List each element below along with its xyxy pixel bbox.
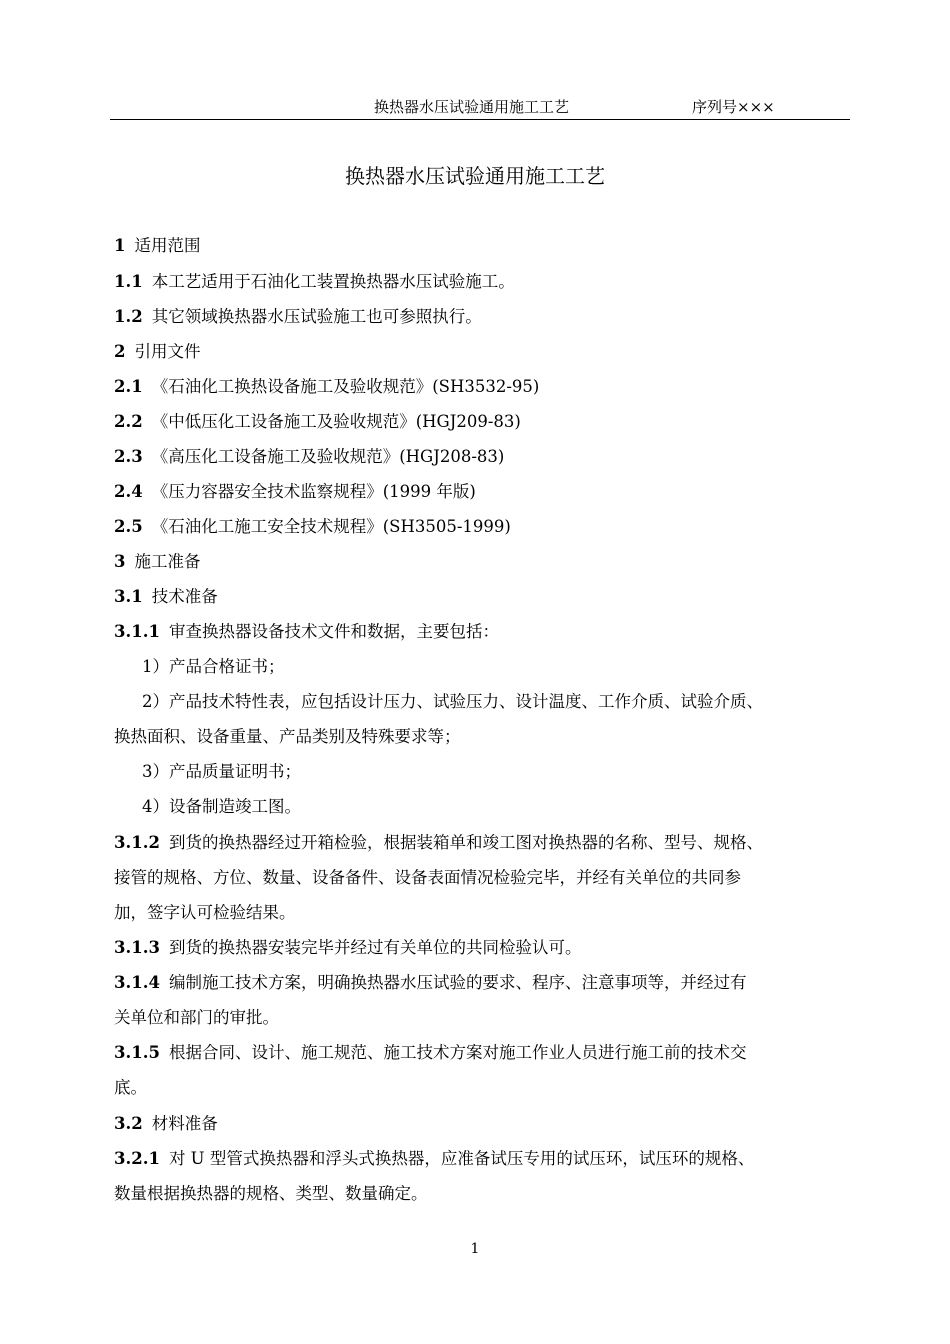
text-line	[114, 902, 296, 924]
section-number: 1	[114, 236, 126, 255]
text-line	[114, 235, 200, 257]
text-line	[142, 691, 763, 713]
header-title: 换热器水压试验通用施工工艺	[374, 98, 570, 116]
section-number: 3.1.2	[114, 833, 160, 852]
text-line	[114, 376, 539, 398]
document-title: 换热器水压试验通用施工工艺	[345, 164, 605, 188]
text-line	[114, 446, 504, 468]
text-line	[114, 1007, 279, 1029]
section-number: 2.2	[114, 412, 143, 431]
section-number: 1.1	[114, 272, 143, 291]
text-line	[114, 586, 218, 608]
text-line	[114, 481, 476, 503]
line-text: 根据合同、设计、施工规范、施工技术方案对施工作业人员进行施工前的技术交	[168, 1043, 747, 1062]
text-line	[114, 306, 482, 328]
text-line	[142, 796, 301, 818]
section-number: 3.1.3	[114, 938, 160, 957]
line-text: 《石油化工换热设备施工及验收规范》(SH3532-95)	[151, 377, 540, 396]
line-text: 加，签字认可检验结果。	[114, 903, 296, 922]
line-text: 《压力容器安全技术监察规程》(1999 年版)	[151, 482, 476, 501]
text-line	[114, 1042, 746, 1064]
text-line	[114, 972, 746, 994]
line-text: 适用范围	[134, 236, 201, 255]
section-number: 3.2.1	[114, 1149, 160, 1168]
section-number: 2.1	[114, 377, 143, 396]
line-text: 技术准备	[151, 587, 218, 606]
page-number: 1	[470, 1241, 480, 1257]
section-number: 3.1.5	[114, 1043, 160, 1062]
text-line	[114, 551, 200, 573]
line-text: 《中低压化工设备施工及验收规范》(HGJ209-83)	[151, 412, 521, 431]
line-text: 4）设备制造竣工图。	[142, 797, 301, 816]
text-line	[114, 726, 461, 748]
line-text: 2）产品技术特性表，应包括设计压力、试验压力、设计温度、工作介质、试验介质、	[142, 692, 763, 711]
section-number: 2.4	[114, 482, 143, 501]
text-line	[114, 1113, 218, 1135]
line-text: 1）产品合格证书；	[142, 657, 285, 676]
text-line	[114, 1077, 147, 1099]
line-text: 3）产品质量证明书；	[142, 762, 301, 781]
section-number: 3.1.4	[114, 973, 160, 992]
section-number: 3.2	[114, 1114, 143, 1133]
text-line	[114, 271, 515, 293]
line-text: 数量根据换热器的规格、类型、数量确定。	[114, 1184, 428, 1203]
line-text: 接管的规格、方位、数量、设备备件、设备表面情况检验完毕，并经有关单位的共同参	[114, 868, 741, 887]
section-number: 2.3	[114, 447, 143, 466]
text-line	[142, 761, 301, 783]
page-header	[110, 93, 850, 120]
header-serial-number: 序列号×××	[692, 98, 775, 116]
section-number: 2.5	[114, 517, 143, 536]
line-text: 审查换热器设备技术文件和数据，主要包括：	[168, 622, 499, 641]
text-line	[114, 1148, 754, 1170]
text-line	[114, 867, 741, 889]
text-line	[114, 937, 581, 959]
line-text: 施工准备	[134, 552, 201, 571]
section-number: 3.1	[114, 587, 143, 606]
line-text: 对 U 型管式换热器和浮头式换热器，应准备试压专用的试压环，试压环的规格、	[168, 1149, 755, 1168]
line-text: 本工艺适用于石油化工装置换热器水压试验施工。	[151, 272, 515, 291]
line-text: 其它领域换热器水压试验施工也可参照执行。	[151, 307, 482, 326]
line-text: 底。	[114, 1078, 147, 1097]
line-text: 到货的换热器安装完毕并经过有关单位的共同检验认可。	[168, 938, 582, 957]
line-text: 到货的换热器经过开箱检验，根据装箱单和竣工图对换热器的名称、型号、规格、	[168, 833, 763, 852]
line-text: 编制施工技术方案，明确换热器水压试验的要求、程序、注意事项等，并经过有	[168, 973, 747, 992]
text-line	[142, 656, 285, 678]
text-line	[114, 832, 763, 854]
section-number: 3.1.1	[114, 622, 160, 641]
line-text: 《高压化工设备施工及验收规范》(HGJ208-83)	[151, 447, 505, 466]
text-line	[114, 516, 511, 538]
section-number: 1.2	[114, 307, 143, 326]
line-text: 换热面积、设备重量、产品类别及特殊要求等；	[114, 727, 461, 746]
text-line	[114, 411, 521, 433]
section-number: 3	[114, 552, 126, 571]
text-line	[114, 1183, 428, 1205]
text-line	[114, 341, 200, 363]
section-number: 2	[114, 342, 126, 361]
line-text: 关单位和部门的审批。	[114, 1008, 279, 1027]
line-text: 《石油化工施工安全技术规程》(SH3505-1999)	[151, 517, 511, 536]
line-text: 材料准备	[151, 1114, 218, 1133]
text-line	[114, 621, 499, 643]
line-text: 引用文件	[134, 342, 201, 361]
